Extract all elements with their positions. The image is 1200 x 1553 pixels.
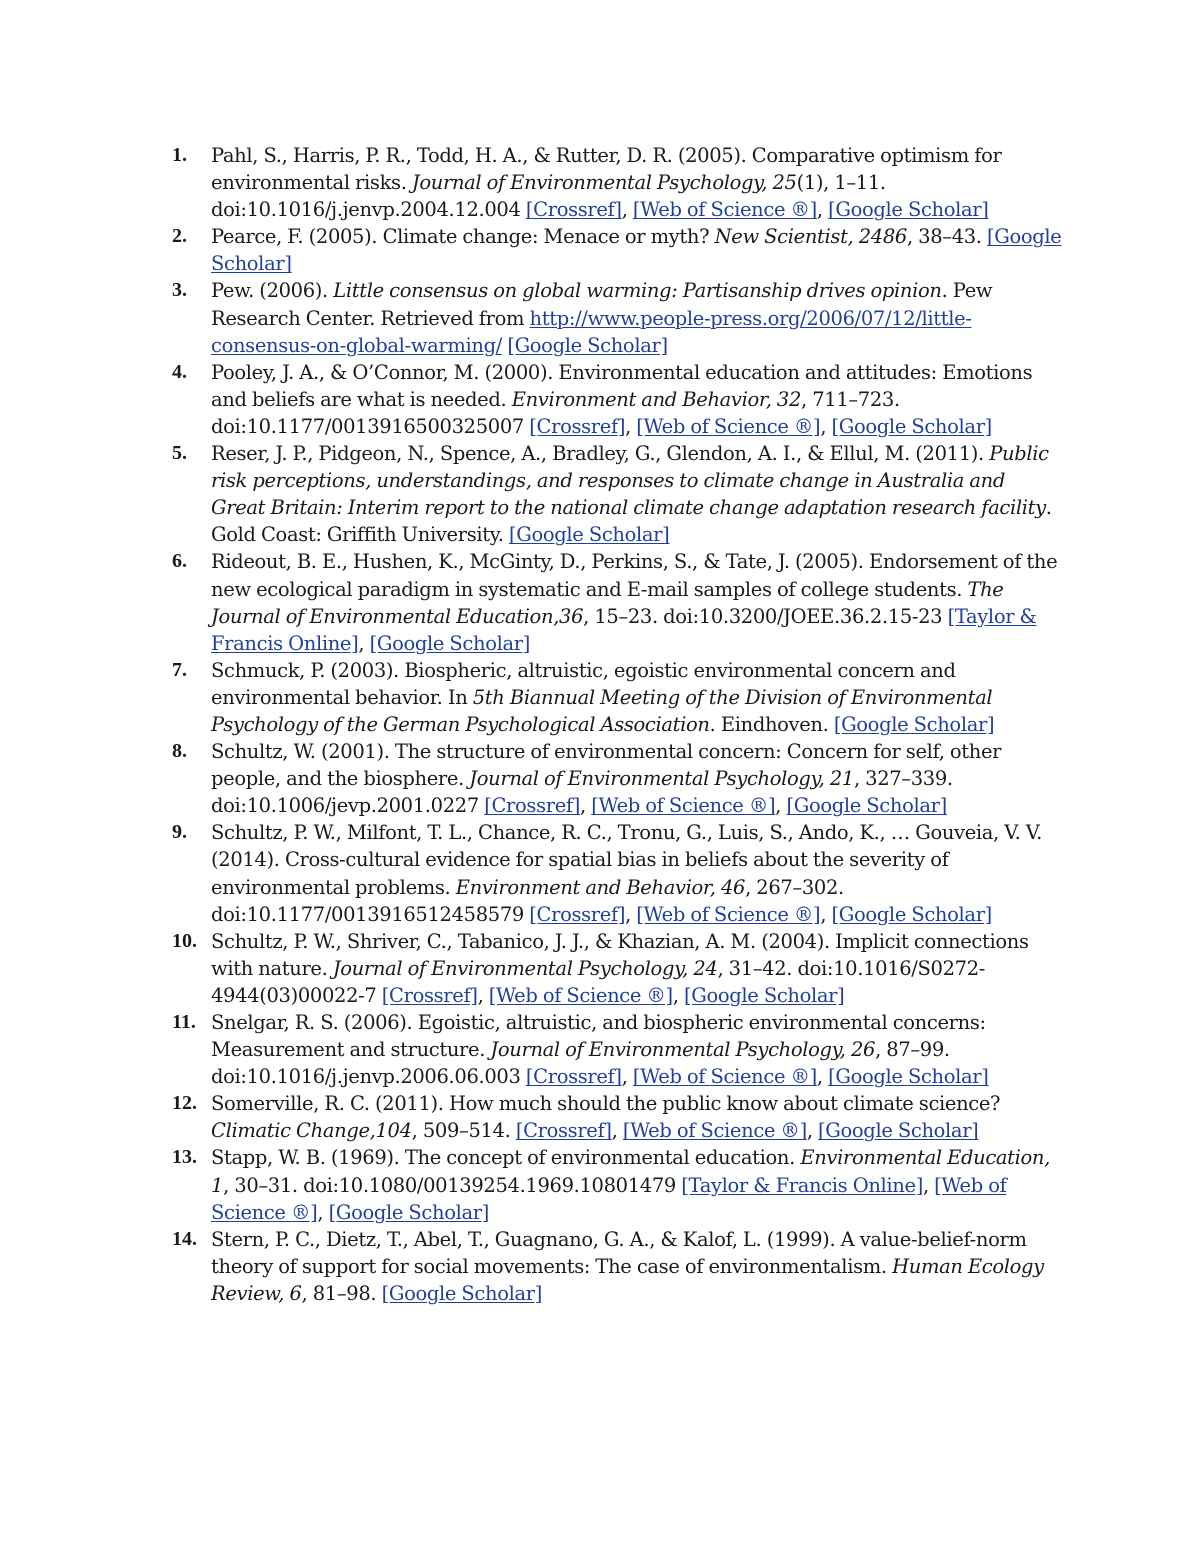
reference-item — [172, 1009, 1062, 1090]
reference-number: 3. — [172, 279, 187, 302]
reference-text: . Pew Research Center. Retrieved from — [211, 279, 993, 330]
reference-source-title: The Journal of Environmental Education,36 — [211, 577, 1004, 628]
reference-source-title: Environment and Behavior, 46 — [455, 875, 746, 899]
reference-source-title: Public risk perceptions, understandings, and responses to climate change in Australia and Great Britain: Interim report to the national climate change adaptation research facility — [211, 442, 1049, 520]
reference-text: , — [775, 794, 787, 818]
reference-text: Pahl, S., Harris, P. R., Todd, H. A., & Rutter, D. R. (2005). Comparative optimism for environmental risks. — [211, 144, 1002, 195]
reference-text: Reser, J. P., Pidgeon, N., Spence, A., Bradley, G., Glendon, A. I., & Ellul, M. (2011). — [211, 442, 990, 466]
reference-text: , — [816, 1065, 829, 1089]
reference-source-title: Journal of Environmental Psychology, 25 — [411, 171, 797, 195]
google-scholar-link[interactable]: [Google Scholar] — [369, 631, 530, 655]
web-of-science-link[interactable]: [Web of Science ®] — [622, 1119, 807, 1143]
reference-text: , 327–339. doi:10.1006/jevp.2001.0227 — [211, 767, 953, 818]
reference-text: , — [806, 1119, 819, 1143]
google-scholar-link[interactable]: [Google Scholar] — [786, 794, 947, 818]
reference-text: , — [625, 902, 637, 926]
google-scholar-link[interactable]: [Google Scholar] — [507, 333, 668, 357]
reference-item — [172, 657, 1062, 738]
reference-text: , — [580, 794, 592, 818]
reference-text: , — [625, 414, 637, 438]
taylor-francis-link[interactable]: [Taylor & Francis Online] — [681, 1173, 923, 1197]
web-of-science-link[interactable]: [Web of Science ®] — [632, 1065, 817, 1089]
reference-number: 7. — [172, 658, 187, 681]
google-scholar-link[interactable]: [Google Scholar] — [381, 1281, 542, 1305]
crossref-link[interactable]: [Crossref] — [515, 1119, 612, 1143]
web-of-science-link[interactable]: [Web of Science ®] — [211, 1173, 1007, 1224]
google-scholar-link[interactable]: [Google Scholar] — [684, 983, 845, 1007]
reference-text: , 509–514. — [411, 1119, 516, 1143]
google-scholar-link[interactable]: [Google Scholar] — [328, 1200, 489, 1224]
reference-source-title: Climatic Change,104 — [211, 1119, 412, 1143]
web-of-science-link[interactable]: [Web of Science ®] — [636, 414, 821, 438]
reference-text: , — [621, 1065, 633, 1089]
google-scholar-link[interactable]: [Google Scholar] — [828, 1065, 989, 1089]
reference-number: 2. — [172, 225, 187, 248]
reference-number: 13. — [172, 1146, 197, 1169]
reference-item — [172, 1226, 1062, 1307]
reference-source-title: Journal of Environmental Psychology, 26 — [490, 1038, 876, 1062]
reference-item — [172, 440, 1062, 548]
reference-text: , — [820, 414, 832, 438]
reference-text: Rideout, B. E., Hushen, K., McGinty, D., Perkins, S., & Tate, J. (2005). Endorsement of the new ecological paradigm in systematic and E-mail samples of college students. — [211, 550, 1058, 601]
reference-text: , 38–43. — [906, 225, 988, 249]
reference-number: 6. — [172, 550, 187, 573]
reference-text: . Gold Coast: Griffith University. — [211, 496, 1052, 547]
reference-text: Pearce, F. (2005). Climate change: Menace or myth? — [211, 225, 715, 249]
reference-text: , — [317, 1200, 329, 1224]
reference-text: , — [820, 902, 832, 926]
google-scholar-link[interactable]: [Google Scholar] — [509, 523, 670, 547]
reference-source-title: New Scientist, 2486 — [714, 225, 907, 249]
taylor-francis-link[interactable]: [Taylor & Francis Online] — [211, 604, 1037, 655]
reference-text: , 87–99. doi:10.1016/j.jenvp.2006.06.003 — [211, 1038, 950, 1089]
reference-number: 12. — [172, 1092, 197, 1115]
reference-source-title: Environmental Education, 1 — [211, 1146, 1050, 1197]
reference-item — [172, 1090, 1062, 1144]
reference-item — [172, 928, 1062, 1009]
reference-text: , — [672, 983, 685, 1007]
reference-item — [172, 142, 1062, 223]
url-link[interactable]: http://www.people-press.org/2006/07/12/little-consensus-on-global-warming/ — [211, 306, 972, 357]
reference-text: Pew. (2006). — [211, 279, 334, 303]
reference-text: , 31–42. doi:10.1016/S0272-4944(03)00022-7 — [211, 956, 985, 1007]
reference-text: Schultz, P. W., Shriver, C., Tabanico, J. J., & Khazian, A. M. (2004). Implicit connections with nature. — [211, 929, 1029, 980]
reference-source-title: Environment and Behavior, 32 — [511, 387, 802, 411]
reference-text: , — [358, 631, 370, 655]
reference-item — [172, 819, 1062, 927]
reference-text: Schultz, W. (2001). The structure of environmental concern: Concern for self, other people, and the biosphere. — [211, 740, 1002, 791]
reference-text: , 15–23. doi:10.3200/JOEE.36.2.15-23 — [583, 604, 948, 628]
crossref-link[interactable]: [Crossref] — [484, 794, 581, 818]
reference-item — [172, 277, 1062, 358]
reference-text: , 81–98. — [301, 1281, 382, 1305]
google-scholar-link[interactable]: [Google Scholar] — [831, 414, 992, 438]
reference-number: 11. — [172, 1011, 196, 1033]
reference-number: 5. — [172, 442, 187, 465]
web-of-science-link[interactable]: [Web of Science ®] — [488, 983, 673, 1007]
reference-number: 1. — [172, 144, 187, 166]
reference-item — [172, 223, 1062, 277]
reference-item — [172, 359, 1062, 440]
reference-text: Schultz, P. W., Milfont, T. L., Chance, R. C., Tronu, G., Luis, S., Ando, K., … Gouveia, V. V. (2014). Cross-cultural evidence for spatial bias in beliefs about the severity of environmental problems. — [211, 821, 1042, 899]
reference-text: Somerville, R. C. (2011). How much should the public know about climate science? — [211, 1092, 1001, 1116]
google-scholar-link[interactable]: [Google Scholar] — [828, 198, 989, 222]
crossref-link[interactable]: [Crossref] — [529, 414, 626, 438]
reference-source-title: 5th Biannual Meeting of the Division of Environmental Psychology of the German Psychological Association — [211, 685, 993, 736]
reference-text: Stern, P. C., Dietz, T., Abel, T., Guagnano, G. A., & Kalof, L. (1999). A value-belief-norm theory of support for social movements: The case of environmentalism. — [211, 1227, 1027, 1278]
google-scholar-link[interactable]: [Google Scholar] — [818, 1119, 979, 1143]
reference-text: , 30–31. doi:10.1080/00139254.1969.10801479 — [223, 1173, 682, 1197]
google-scholar-link[interactable]: [Google Scholar] — [831, 902, 992, 926]
reference-text: Schmuck, P. (2003). Biospheric, altruistic, egoistic environmental concern and environmental behavior. In — [211, 658, 956, 709]
reference-text: , — [621, 198, 633, 222]
reference-text: Snelgar, R. S. (2006). Egoistic, altruistic, and biospheric environmental concerns: Measurement and structure. — [211, 1011, 986, 1062]
reference-text: , — [922, 1173, 935, 1197]
reference-text: Stapp, W. B. (1969). The concept of environmental education. — [211, 1146, 801, 1170]
web-of-science-link[interactable]: [Web of Science ®] — [636, 902, 821, 926]
reference-number: 14. — [172, 1227, 197, 1250]
crossref-link[interactable]: [Crossref] — [525, 198, 622, 222]
reference-source-title: Journal of Environmental Psychology, 21 — [469, 767, 854, 791]
google-scholar-link[interactable]: [Google Scholar] — [833, 712, 995, 736]
reference-text: , — [477, 983, 489, 1007]
reference-text: . Eindhoven. — [709, 712, 834, 736]
reference-text: , 711–723. doi:10.1177/0013916500325007 — [211, 387, 900, 438]
google-scholar-link[interactable]: [Google Scholar] — [211, 225, 1062, 276]
reference-item — [172, 548, 1062, 656]
crossref-link[interactable]: [Crossref] — [525, 1065, 622, 1089]
reference-number: 8. — [172, 740, 187, 763]
crossref-link[interactable]: [Crossref] — [529, 902, 626, 926]
reference-source-title: Human Ecology Review, 6 — [211, 1254, 1044, 1305]
reference-number: 10. — [172, 929, 197, 952]
reference-text: , — [816, 198, 829, 222]
reference-text: , — [611, 1119, 623, 1143]
reference-text: (1), 1–11. doi:10.1016/j.jenvp.2004.12.004 — [211, 171, 886, 222]
reference-list — [172, 142, 1062, 1307]
reference-item — [172, 1144, 1062, 1225]
reference-source-title: Journal of Environmental Psychology, 24 — [332, 956, 718, 980]
web-of-science-link[interactable]: [Web of Science ®] — [632, 198, 817, 222]
web-of-science-link[interactable]: [Web of Science ®] — [591, 794, 776, 818]
reference-number: 9. — [172, 821, 187, 844]
reference-text: , 267–302. doi:10.1177/0013916512458579 — [211, 875, 844, 926]
reference-number: 4. — [172, 360, 187, 383]
reference-text: Pooley, J. A., & O’Connor, M. (2000). Environmental education and attitudes: Emotions and beliefs are what is needed. — [211, 360, 1033, 411]
reference-source-title: Little consensus on global warming: Partisanship drives opinion — [333, 279, 942, 303]
crossref-link[interactable]: [Crossref] — [381, 983, 478, 1007]
reference-item — [172, 738, 1062, 819]
